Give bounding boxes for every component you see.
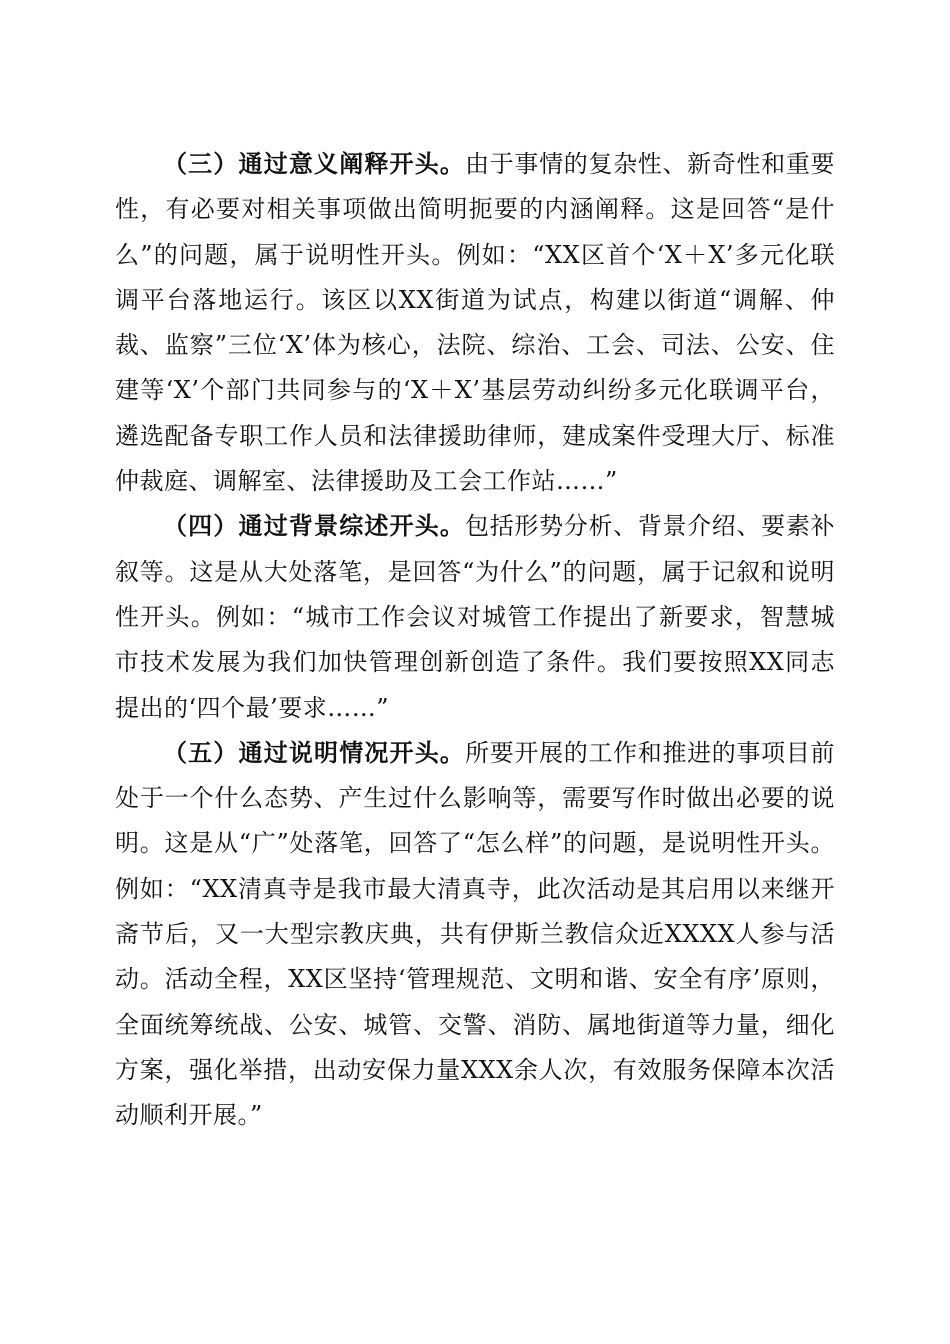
paragraph-heading: （四）通过背景综述开头。 — [163, 512, 466, 541]
paragraph-meaning-interpretation — [115, 142, 835, 504]
paragraph-background-summary — [115, 504, 835, 730]
paragraph-heading: （五）通过说明情况开头。 — [163, 738, 466, 767]
paragraph-text: 包括形势分析、背景介绍、要素补叙等。这是从大处落笔，是回答“为什么”的问题，属于记叙和说明性开头。例如：“城市工作会议对城管工作提出了新要求，智慧城市技术发展为我们加快管理创新创造了条件。我们要按照XX同志提出的‘四个最’要求……” — [115, 512, 836, 722]
paragraph-situation-explanation — [115, 731, 835, 1139]
document-body — [115, 142, 835, 1139]
paragraph-heading: （三）通过意义阐释开头。 — [163, 150, 466, 178]
paragraph-text: 由于事情的复杂性、新奇性和重要性，有必要对相关事项做出简明扼要的内涵阐释。这是回答“是什么”的问题，属于说明性开头。例如：“XX区首个‘X＋X’多元化联调平台落地运行。该区以XX街道为试点，构建以街道“调解、仲裁、监察”三位‘X’体为核心，法院、综治、工会、司法、公安、住建等‘X’个部门共同参与的‘X＋X’基层劳动纠纷多元化联调平台，遴选配备专职工作人员和法律援助律师，建成案件受理大厅、标准仲裁庭、调解室、法律援助及工会工作站……” — [115, 150, 836, 496]
paragraph-text: 所要开展的工作和推进的事项目前处于一个什么态势、产生过什么影响等，需要写作时做出必要的说明。这是从“广”处落笔，回答了“怎么样”的问题，是说明性开头。例如：“XX清真寺是我市最大清真寺，此次活动是其启用以来继开斋节后，又一大型宗教庆典，共有伊斯兰教信众近XXXX人参与活动。活动全程，XX区坚持‘管理规范、文明和谐、安全有序’原则，全面统筹统战、公安、城管、交警、消防、属地街道等力量，细化方案，强化举措，出动安保力量XXX余人次，有效服务保障本次活动顺利开展。” — [115, 738, 836, 1130]
